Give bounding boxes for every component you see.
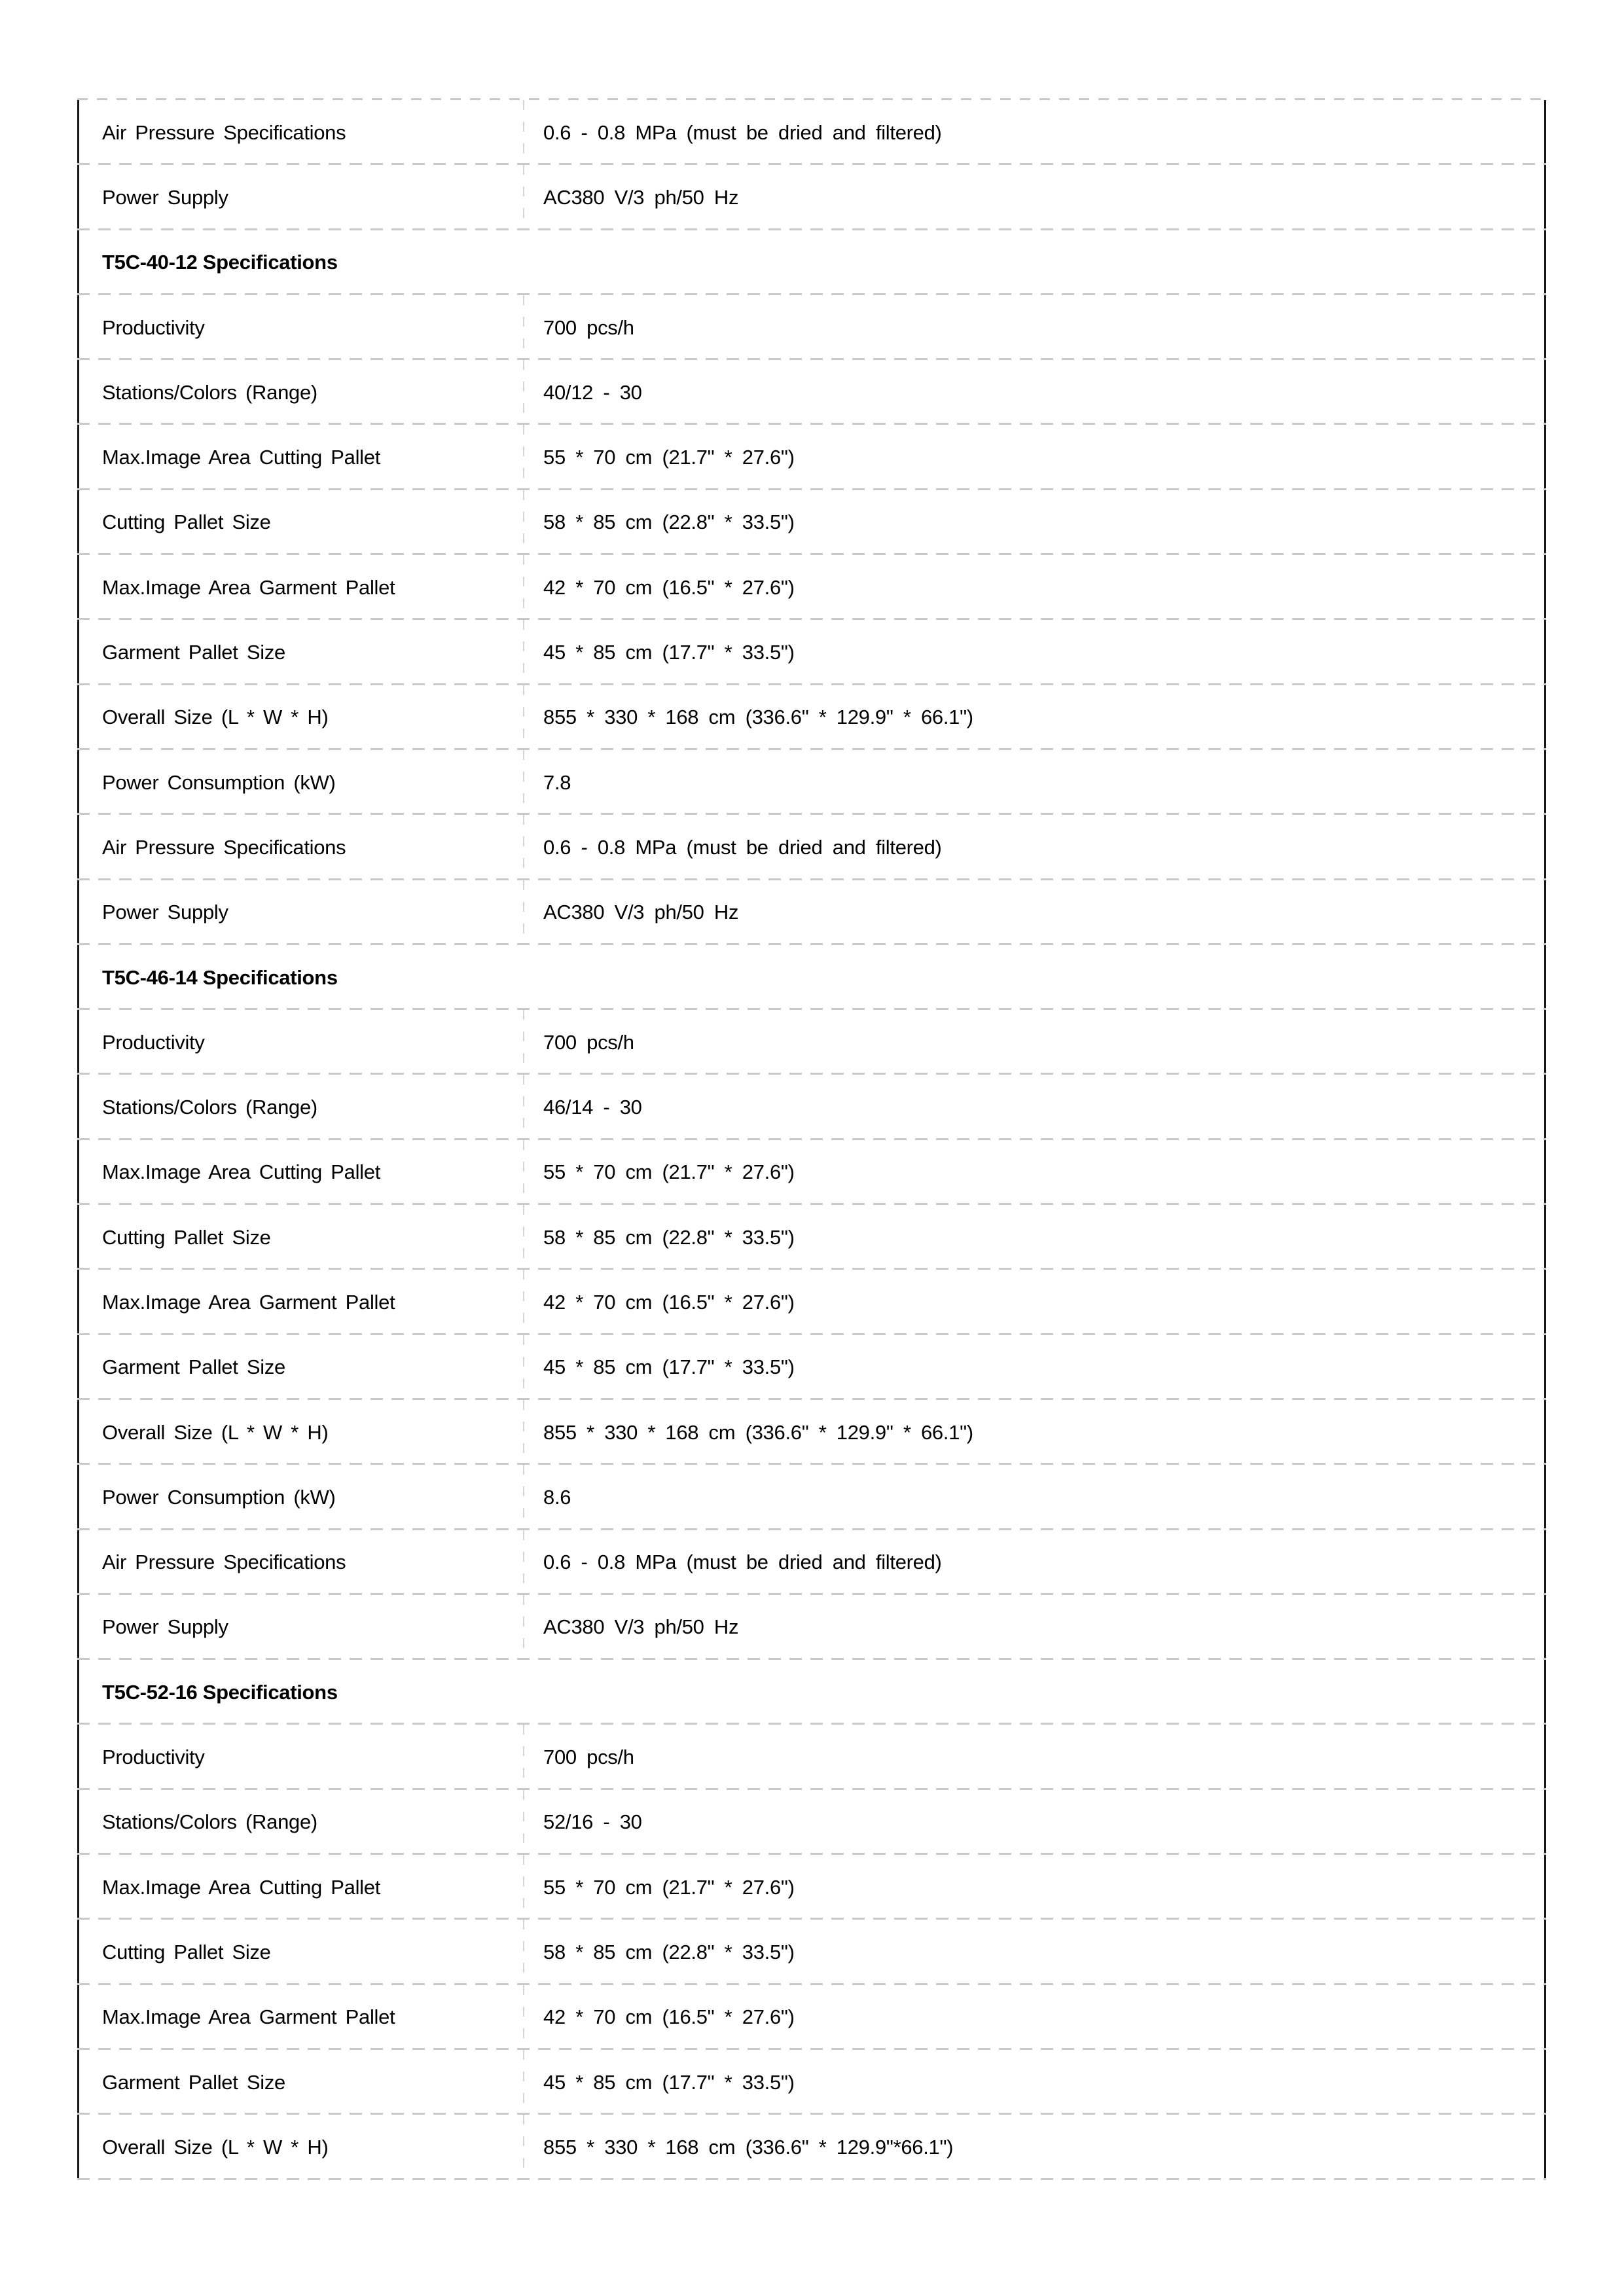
- spec-value: 52/16 - 30: [543, 1810, 642, 1834]
- spec-value: AC380 V/3 ph/50 Hz: [543, 901, 739, 924]
- column-separator: [523, 1335, 524, 1398]
- spec-label: Overall Size (L * W * H): [102, 1420, 329, 1444]
- column-separator: [523, 1530, 524, 1593]
- column-separator: [523, 100, 524, 163]
- spec-label: Cutting Pallet Size: [102, 1225, 271, 1249]
- column-separator: [523, 2115, 524, 2178]
- spec-label: Productivity: [102, 1030, 205, 1054]
- spec-label: Power Supply: [102, 185, 228, 209]
- spec-value: 700 pcs/h: [543, 315, 634, 339]
- spec-label: Stations/Colors (Range): [102, 1096, 317, 1119]
- spec-row: [79, 165, 1544, 230]
- spec-row: [79, 1205, 1544, 1270]
- section-title: T5C-52-16 Specifications: [102, 1680, 338, 1704]
- spec-label: Overall Size (L * W * H): [102, 706, 329, 729]
- column-separator: [523, 1985, 524, 2048]
- spec-label: Air Pressure Specifications: [102, 120, 346, 144]
- spec-row: [79, 1010, 1544, 1075]
- spec-label: Max.Image Area Cutting Pallet: [102, 446, 381, 469]
- spec-row: [79, 620, 1544, 685]
- spec-value: 7.8: [543, 770, 571, 794]
- spec-row: [79, 1920, 1544, 1984]
- spec-label: Productivity: [102, 1746, 205, 1769]
- spec-row: [79, 750, 1544, 815]
- spec-label: Cutting Pallet Size: [102, 1940, 271, 1964]
- spec-row: [79, 425, 1544, 490]
- column-separator: [523, 1465, 524, 1528]
- spec-label: Power Supply: [102, 1615, 228, 1639]
- spec-row: [79, 1075, 1544, 1139]
- spec-label: Air Pressure Specifications: [102, 1551, 346, 1574]
- spec-row: [79, 295, 1544, 360]
- section-header-row: [79, 1660, 1544, 1725]
- spec-value: 58 * 85 cm (22.8" * 33.5"): [543, 511, 795, 534]
- spec-value: 700 pcs/h: [543, 1030, 634, 1054]
- column-separator: [523, 1790, 524, 1853]
- spec-label: Max.Image Area Cutting Pallet: [102, 1160, 381, 1184]
- spec-label: Max.Image Area Garment Pallet: [102, 2005, 395, 2029]
- column-separator: [523, 295, 524, 358]
- column-separator: [523, 2050, 524, 2113]
- column-separator: [523, 425, 524, 488]
- column-separator: [523, 1205, 524, 1268]
- spec-value: 46/14 - 30: [543, 1096, 642, 1119]
- spec-label: Cutting Pallet Size: [102, 511, 271, 534]
- spec-label: Stations/Colors (Range): [102, 380, 317, 404]
- spec-value: 855 * 330 * 168 cm (336.6" * 129.9"*66.1"): [543, 2135, 954, 2159]
- column-separator: [523, 1400, 524, 1463]
- spec-value: 42 * 70 cm (16.5" * 27.6"): [543, 1290, 795, 1314]
- spec-label: Max.Image Area Cutting Pallet: [102, 1875, 381, 1899]
- spec-value: 55 * 70 cm (21.7" * 27.6"): [543, 1160, 795, 1184]
- column-separator: [523, 1075, 524, 1138]
- spec-value: 42 * 70 cm (16.5" * 27.6"): [543, 575, 795, 599]
- column-separator: [523, 555, 524, 618]
- spec-row: [79, 1985, 1544, 2050]
- spec-row: [79, 1465, 1544, 1530]
- column-separator: [523, 1855, 524, 1918]
- spec-row: [79, 685, 1544, 750]
- spec-row: [79, 2050, 1544, 2115]
- column-separator: [523, 620, 524, 683]
- spec-value: 855 * 330 * 168 cm (336.6" * 129.9" * 66.1"): [543, 706, 973, 729]
- spec-row: [79, 1530, 1544, 1595]
- column-separator: [523, 490, 524, 553]
- section-title: T5C-46-14 Specifications: [102, 965, 338, 989]
- spec-value: 55 * 70 cm (21.7" * 27.6"): [543, 1875, 795, 1899]
- spec-label: Power Consumption (kW): [102, 1485, 336, 1509]
- spec-row: [79, 1790, 1544, 1855]
- column-separator: [523, 1270, 524, 1333]
- spec-label: Stations/Colors (Range): [102, 1810, 317, 1834]
- spec-label: Garment Pallet Size: [102, 2070, 285, 2094]
- section-title: T5C-40-12 Specifications: [102, 251, 338, 274]
- column-separator: [523, 685, 524, 748]
- spec-row: [79, 1855, 1544, 1920]
- column-separator: [523, 1920, 524, 1982]
- section-header-row: [79, 230, 1544, 295]
- spec-row: [79, 1595, 1544, 1660]
- spec-row: [79, 100, 1544, 165]
- spec-label: Power Supply: [102, 901, 228, 924]
- spec-label: Max.Image Area Garment Pallet: [102, 1290, 395, 1314]
- spec-row: [79, 1335, 1544, 1400]
- column-separator: [523, 1725, 524, 1787]
- spec-label: Air Pressure Specifications: [102, 835, 346, 859]
- column-separator: [523, 750, 524, 813]
- spec-value: 55 * 70 cm (21.7" * 27.6"): [543, 446, 795, 469]
- spec-value: 45 * 85 cm (17.7" * 33.5"): [543, 2070, 795, 2094]
- column-separator: [523, 360, 524, 423]
- spec-row: [79, 1140, 1544, 1205]
- spec-value: 45 * 85 cm (17.7" * 33.5"): [543, 1355, 795, 1379]
- spec-row: [79, 1725, 1544, 1789]
- spec-value: 0.6 - 0.8 MPa (must be dried and filtered): [543, 835, 942, 859]
- spec-value: AC380 V/3 ph/50 Hz: [543, 1615, 739, 1639]
- spec-row: [79, 360, 1544, 425]
- spec-label: Garment Pallet Size: [102, 641, 285, 664]
- spec-row: [79, 490, 1544, 555]
- spec-value: 58 * 85 cm (22.8" * 33.5"): [543, 1225, 795, 1249]
- spec-label: Productivity: [102, 315, 205, 339]
- spec-row: [79, 1270, 1544, 1335]
- spec-value: 45 * 85 cm (17.7" * 33.5"): [543, 641, 795, 664]
- spec-value: 40/12 - 30: [543, 380, 642, 404]
- spec-value: 58 * 85 cm (22.8" * 33.5"): [543, 1940, 795, 1964]
- spec-value: 42 * 70 cm (16.5" * 27.6"): [543, 2005, 795, 2029]
- spec-table: [77, 100, 1546, 2180]
- column-separator: [523, 815, 524, 878]
- spec-value: 855 * 330 * 168 cm (336.6" * 129.9" * 66.1"): [543, 1420, 973, 1444]
- spec-value: AC380 V/3 ph/50 Hz: [543, 185, 739, 209]
- column-separator: [523, 165, 524, 228]
- column-separator: [523, 1010, 524, 1073]
- spec-label: Max.Image Area Garment Pallet: [102, 575, 395, 599]
- column-separator: [523, 1595, 524, 1658]
- spec-row: [79, 880, 1544, 945]
- section-header-row: [79, 945, 1544, 1010]
- spec-value: 700 pcs/h: [543, 1746, 634, 1769]
- column-separator: [523, 880, 524, 943]
- column-separator: [523, 1140, 524, 1203]
- spec-label: Power Consumption (kW): [102, 770, 336, 794]
- spec-value: 8.6: [543, 1485, 571, 1509]
- spec-row: [79, 555, 1544, 620]
- spec-value: 0.6 - 0.8 MPa (must be dried and filtered): [543, 1551, 942, 1574]
- spec-row: [79, 1400, 1544, 1465]
- spec-value: 0.6 - 0.8 MPa (must be dried and filtered): [543, 120, 942, 144]
- spec-label: Overall Size (L * W * H): [102, 2135, 329, 2159]
- spec-label: Garment Pallet Size: [102, 1355, 285, 1379]
- spec-row: [79, 815, 1544, 880]
- spec-row: [79, 2115, 1544, 2179]
